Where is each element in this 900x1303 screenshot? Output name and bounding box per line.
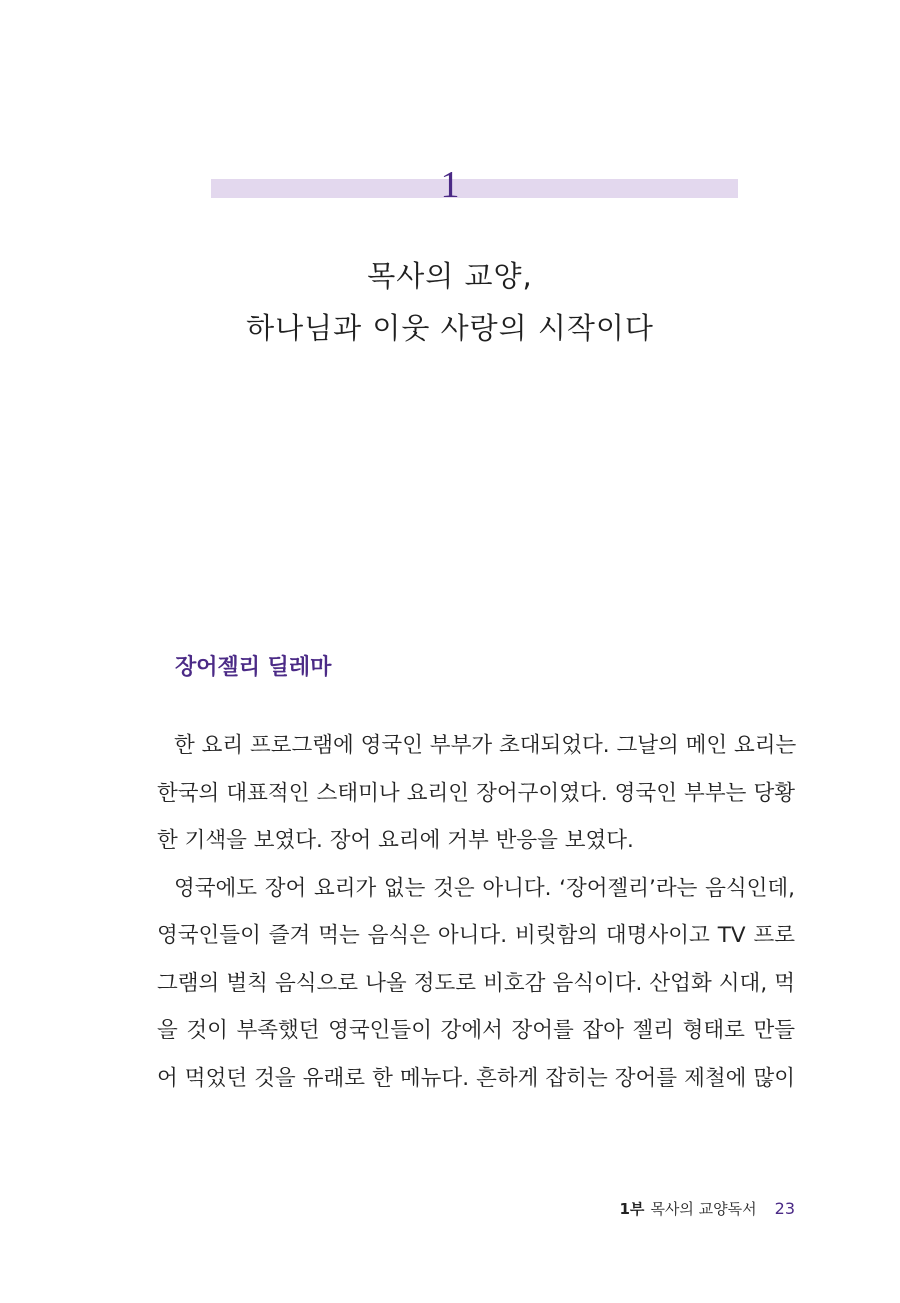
- body-line: 영국인들이 즐겨 먹는 음식은 아니다. 비릿함의 대명사이고 TV 프로: [157, 923, 795, 948]
- page-number: 23: [774, 1199, 795, 1218]
- page-footer: [620, 1197, 796, 1221]
- chapter-number: 1: [440, 164, 460, 206]
- chapter-title-line-1: 목사의 교양,: [367, 259, 533, 293]
- chapter-title: [0, 250, 900, 354]
- body-line: 어 먹었던 것을 유래로 한 메뉴다. 흔하게 잡히는 장어를 제철에 많이: [157, 1065, 795, 1091]
- footer-part-label: 1부: [619, 1200, 645, 1218]
- body-line: 그램의 벌칙 음식으로 나올 정도로 비호감 음식이다. 산업화 시대, 먹: [157, 970, 795, 996]
- body-line: 한 기색을 보였다. 장어 요리에 거부 반응을 보였다.: [157, 828, 634, 853]
- footer-book-title: 목사의 교양독서: [650, 1200, 757, 1218]
- body-line: 한 요리 프로그램에 영국인 부부가 초대되었다. 그날의 메인 요리는: [174, 733, 797, 758]
- section-heading: 장어젤리 딜레마: [175, 655, 332, 680]
- body-line: 한국의 대표적인 스태미나 요리인 장어구이였다. 영국인 부부는 당황: [157, 780, 795, 806]
- body-line: 영국에도 장어 요리가 없는 것은 아니다. ‘장어젤리’라는 음식인데,: [174, 875, 795, 901]
- chapter-title-line-2: 하나님과 이웃 사랑의 시작이다: [246, 311, 654, 345]
- body-paragraphs: [157, 722, 795, 1102]
- body-line: 을 것이 부족했던 영국인들이 강에서 장어를 잡아 젤리 형태로 만들: [157, 1018, 795, 1043]
